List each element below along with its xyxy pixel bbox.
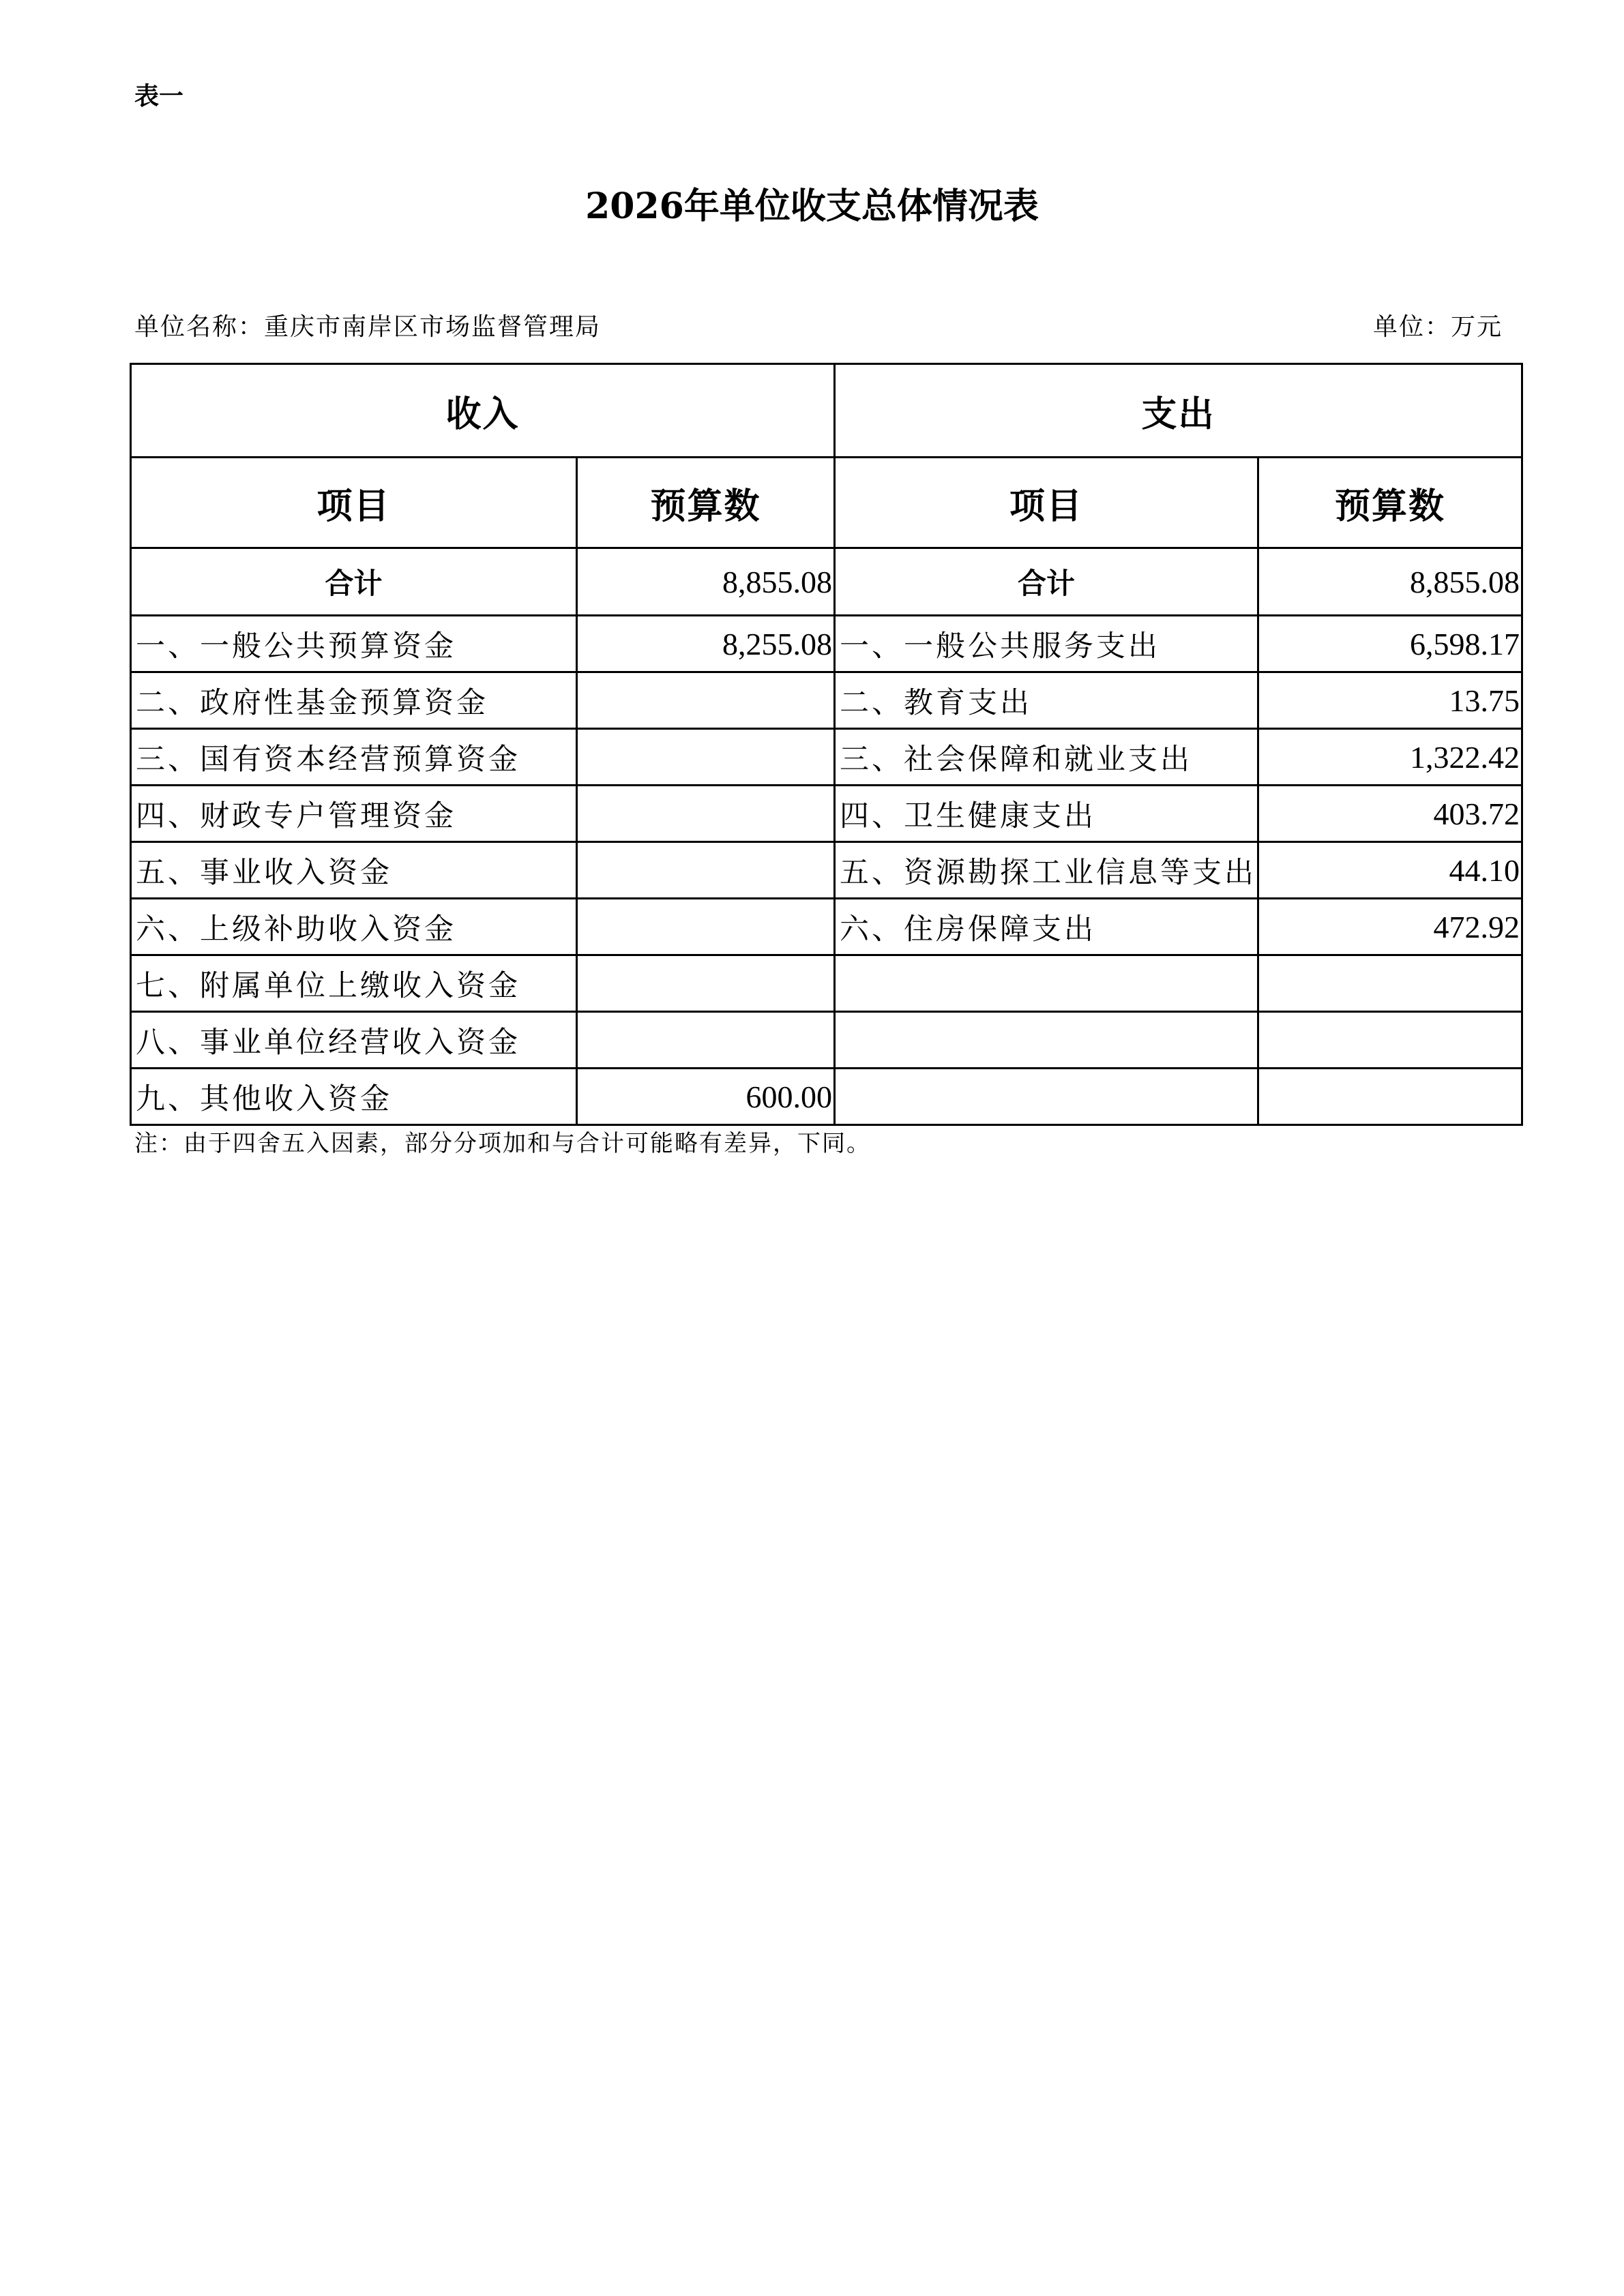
expense-item: 一、一般公共服务支出 <box>835 616 1258 672</box>
table-row <box>131 616 1522 672</box>
income-value: 8,255.08 <box>577 616 835 672</box>
income-total-label: 合计 <box>131 548 577 616</box>
income-budget-header: 预算数 <box>577 458 835 548</box>
expense-value <box>1258 955 1522 1012</box>
table-number-label: 表一 <box>134 83 184 110</box>
table-row <box>131 786 1522 842</box>
page-title: 2026年单位收支总体情况表 <box>585 185 1039 227</box>
expense-value: 13.75 <box>1258 672 1522 729</box>
expense-total-label: 合计 <box>835 548 1258 616</box>
expense-item: 三、社会保障和就业支出 <box>835 729 1258 786</box>
expense-budget-header: 预算数 <box>1258 458 1522 548</box>
income-item: 七、附属单位上缴收入资金 <box>131 955 577 1012</box>
table-row <box>131 729 1522 786</box>
expense-item <box>835 1012 1258 1069</box>
expense-item-header: 项目 <box>835 458 1258 548</box>
expense-item: 二、教育支出 <box>835 672 1258 729</box>
expense-group-header: 支出 <box>835 364 1522 458</box>
expense-value <box>1258 1012 1522 1069</box>
expense-item: 五、资源勘探工业信息等支出 <box>835 842 1258 899</box>
income-item: 五、事业收入资金 <box>131 842 577 899</box>
currency-unit-text: 单位：万元 <box>1372 313 1503 341</box>
income-group-header: 收入 <box>131 364 835 458</box>
income-item-header: 项目 <box>131 458 577 548</box>
income-item: 六、上级补助收入资金 <box>131 899 577 955</box>
expense-value: 1,322.42 <box>1258 729 1522 786</box>
income-item: 二、政府性基金预算资金 <box>131 672 577 729</box>
income-item: 八、事业单位经营收入资金 <box>131 1012 577 1069</box>
income-value <box>577 1012 835 1069</box>
table-row <box>131 1012 1522 1069</box>
expense-value <box>1258 1069 1522 1125</box>
group-header-row <box>131 364 1522 458</box>
expense-item: 四、卫生健康支出 <box>835 786 1258 842</box>
expense-value: 44.10 <box>1258 842 1522 899</box>
table-row <box>131 842 1522 899</box>
expense-total-value: 8,855.08 <box>1258 548 1522 616</box>
table-row <box>131 1069 1522 1125</box>
expense-item: 六、住房保障支出 <box>835 899 1258 955</box>
table-row <box>131 899 1522 955</box>
income-item: 九、其他收入资金 <box>131 1069 577 1125</box>
income-value <box>577 786 835 842</box>
expense-item <box>835 955 1258 1012</box>
unit-name-text: 单位名称：重庆市南岸区市场监督管理局 <box>134 313 602 341</box>
income-value: 600.00 <box>577 1069 835 1125</box>
expense-item <box>835 1069 1258 1125</box>
income-value <box>577 672 835 729</box>
income-value <box>577 729 835 786</box>
column-header-row <box>131 458 1522 548</box>
expense-value: 472.92 <box>1258 899 1522 955</box>
footnote: 注：由于四舍五入因素，部分分项加和与合计可能略有差异，下同。 <box>134 1130 871 1157</box>
total-row <box>131 548 1522 616</box>
income-item: 三、国有资本经营预算资金 <box>131 729 577 786</box>
table-row <box>131 955 1522 1012</box>
income-item: 四、财政专户管理资金 <box>131 786 577 842</box>
income-total-value: 8,855.08 <box>577 548 835 616</box>
budget-summary-table <box>130 363 1523 1126</box>
income-value <box>577 899 835 955</box>
table-row <box>131 672 1522 729</box>
expense-value: 6,598.17 <box>1258 616 1522 672</box>
income-value <box>577 842 835 899</box>
expense-value: 403.72 <box>1258 786 1522 842</box>
income-item: 一、一般公共预算资金 <box>131 616 577 672</box>
income-value <box>577 955 835 1012</box>
